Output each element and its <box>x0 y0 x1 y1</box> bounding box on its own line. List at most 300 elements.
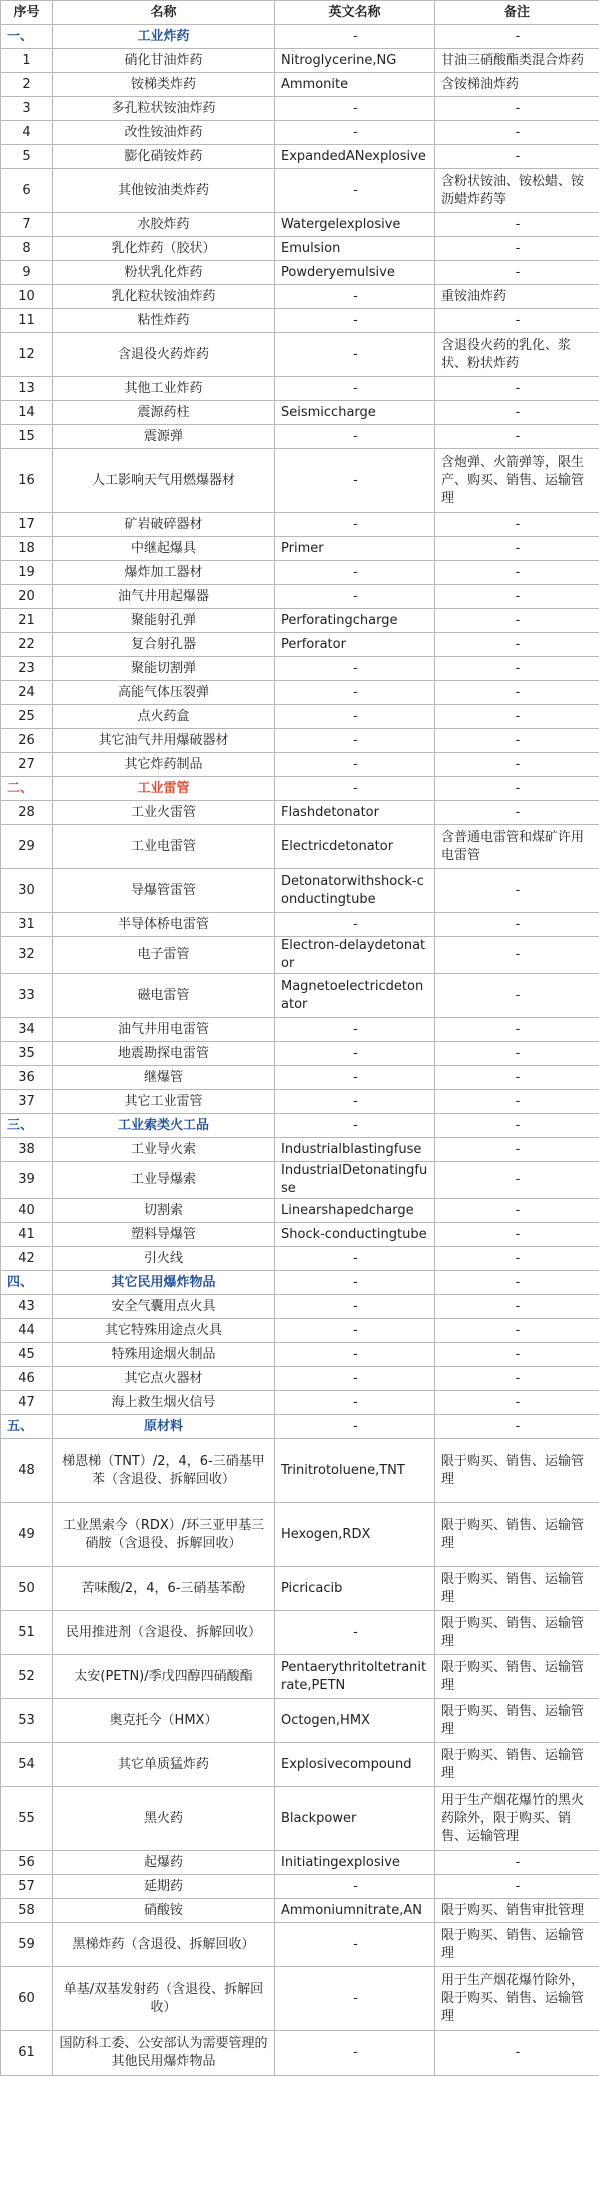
cell-name: 塑料导爆管 <box>53 1223 275 1247</box>
cell-name: 半导体桥电雷管 <box>53 913 275 937</box>
cell-remarks: 限于购买、销售审批管理 <box>435 1899 599 1923</box>
cell-name: 其他铵油类炸药 <box>53 169 275 213</box>
cell-index: 2 <box>1 73 53 97</box>
cell-english-name: Initiatingexplosive <box>275 1851 435 1875</box>
cell-name: 延期药 <box>53 1875 275 1899</box>
cell-english-name: Powderyemulsive <box>275 261 435 285</box>
table-row <box>1 1655 599 1699</box>
cell-remarks: - <box>435 1295 599 1319</box>
section-row <box>1 1415 599 1439</box>
cell-english-name: Ammonite <box>275 73 435 97</box>
section-row <box>1 1114 599 1138</box>
cell-english-name: - <box>275 169 435 213</box>
cell-english-name: - <box>275 777 435 801</box>
cell-index: 30 <box>1 869 53 913</box>
cell-remarks: - <box>435 2031 599 2076</box>
cell-name: 继爆管 <box>53 1066 275 1090</box>
cell-english-name: - <box>275 333 435 377</box>
cell-name: 工业炸药 <box>53 25 275 49</box>
cell-index: 27 <box>1 753 53 777</box>
header-english-name: 英文名称 <box>275 1 435 25</box>
table-row <box>1 537 599 561</box>
table-row <box>1 513 599 537</box>
cell-name: 电子雷管 <box>53 937 275 974</box>
cell-remarks: - <box>435 25 599 49</box>
cell-english-name: - <box>275 1066 435 1090</box>
cell-remarks: - <box>435 1199 599 1223</box>
cell-english-name: Octogen,HMX <box>275 1699 435 1743</box>
table-row <box>1 609 599 633</box>
cell-index: 11 <box>1 309 53 333</box>
cell-index: 32 <box>1 937 53 974</box>
cell-english-name: - <box>275 1343 435 1367</box>
cell-remarks: 含粉状铵油、铵松蜡、铵沥蜡炸药等 <box>435 169 599 213</box>
cell-english-name: Watergelexplosive <box>275 213 435 237</box>
cell-english-name: Picricacib <box>275 1567 435 1611</box>
cell-remarks: - <box>435 609 599 633</box>
cell-index: 37 <box>1 1090 53 1114</box>
cell-remarks: - <box>435 913 599 937</box>
cell-english-name: - <box>275 1415 435 1439</box>
cell-remarks: - <box>435 633 599 657</box>
cell-english-name: - <box>275 913 435 937</box>
cell-remarks: 限于购买、销售、运输管理 <box>435 1743 599 1787</box>
cell-english-name: - <box>275 97 435 121</box>
cell-english-name: - <box>275 681 435 705</box>
cell-name: 工业索类火工品 <box>53 1114 275 1138</box>
table-row <box>1 1875 599 1899</box>
table-row <box>1 1851 599 1875</box>
cell-name: 国防科工委、公安部认为需要管理的其他民用爆炸物品 <box>53 2031 275 2076</box>
cell-english-name: - <box>275 513 435 537</box>
cell-name: 黑梯炸药（含退役、拆解回收） <box>53 1923 275 1967</box>
cell-name: 其他工业炸药 <box>53 377 275 401</box>
table-row <box>1 49 599 73</box>
cell-remarks: 限于购买、销售、运输管理 <box>435 1439 599 1503</box>
cell-index: 16 <box>1 449 53 513</box>
table-row <box>1 1899 599 1923</box>
cell-name: 铵梯类炸药 <box>53 73 275 97</box>
table-body <box>1 25 599 2076</box>
table-row <box>1 1138 599 1162</box>
cell-name: 切割索 <box>53 1199 275 1223</box>
section-row <box>1 777 599 801</box>
cell-english-name: - <box>275 1875 435 1899</box>
table-row <box>1 2031 599 2076</box>
cell-index: 五、 <box>1 1415 53 1439</box>
cell-name: 硝化甘油炸药 <box>53 49 275 73</box>
cell-english-name: - <box>275 753 435 777</box>
table-row <box>1 1295 599 1319</box>
cell-english-name: Pentaerythritoltetranitrate,PETN <box>275 1655 435 1699</box>
table-row <box>1 261 599 285</box>
table-row <box>1 1699 599 1743</box>
table-row <box>1 333 599 377</box>
cell-index: 20 <box>1 585 53 609</box>
cell-index: 42 <box>1 1247 53 1271</box>
table-row <box>1 1967 599 2031</box>
cell-name: 震源弹 <box>53 425 275 449</box>
table-row <box>1 913 599 937</box>
table-row <box>1 1343 599 1367</box>
cell-name: 爆炸加工器材 <box>53 561 275 585</box>
table-row <box>1 825 599 869</box>
cell-name: 安全气囊用点火具 <box>53 1295 275 1319</box>
cell-index: 8 <box>1 237 53 261</box>
cell-name: 苦味酸/2，4，6-三硝基苯酚 <box>53 1567 275 1611</box>
cell-name: 硝酸铵 <box>53 1899 275 1923</box>
cell-remarks: 限于购买、销售、运输管理 <box>435 1655 599 1699</box>
cell-index: 25 <box>1 705 53 729</box>
cell-remarks: - <box>435 537 599 561</box>
table-header-row <box>1 1 599 25</box>
cell-remarks: - <box>435 1415 599 1439</box>
cell-english-name: Trinitrotoluene,TNT <box>275 1439 435 1503</box>
cell-remarks: - <box>435 937 599 974</box>
table-row <box>1 561 599 585</box>
cell-name: 含退役火药炸药 <box>53 333 275 377</box>
cell-name: 水胶炸药 <box>53 213 275 237</box>
section-row <box>1 25 599 49</box>
table-row <box>1 1743 599 1787</box>
cell-name: 其它点火器材 <box>53 1367 275 1391</box>
cell-remarks: - <box>435 777 599 801</box>
cell-name: 矿岩破碎器材 <box>53 513 275 537</box>
cell-english-name: ExpandedANexplosive <box>275 145 435 169</box>
cell-name: 起爆药 <box>53 1851 275 1875</box>
table-row <box>1 1439 599 1503</box>
cell-index: 四、 <box>1 1271 53 1295</box>
cell-remarks: - <box>435 1018 599 1042</box>
cell-remarks: - <box>435 681 599 705</box>
cell-index: 33 <box>1 974 53 1018</box>
table-row <box>1 937 599 974</box>
cell-remarks: - <box>435 1319 599 1343</box>
cell-name: 高能气体压裂弹 <box>53 681 275 705</box>
table-row <box>1 309 599 333</box>
cell-index: 39 <box>1 1162 53 1199</box>
table-row <box>1 633 599 657</box>
cell-index: 51 <box>1 1611 53 1655</box>
cell-index: 31 <box>1 913 53 937</box>
cell-name: 油气井用电雷管 <box>53 1018 275 1042</box>
cell-name: 奥克托今（HMX） <box>53 1699 275 1743</box>
table-row <box>1 974 599 1018</box>
cell-english-name: - <box>275 2031 435 2076</box>
table-row <box>1 1367 599 1391</box>
cell-name: 梯恩梯（TNT）/2，4，6-三硝基甲苯（含退役、拆解回收） <box>53 1439 275 1503</box>
cell-index: 10 <box>1 285 53 309</box>
cell-english-name: - <box>275 285 435 309</box>
cell-index: 56 <box>1 1851 53 1875</box>
cell-name: 油气井用起爆器 <box>53 585 275 609</box>
cell-remarks: - <box>435 974 599 1018</box>
cell-english-name: Perforatingcharge <box>275 609 435 633</box>
section-row <box>1 1271 599 1295</box>
table-row <box>1 121 599 145</box>
cell-english-name: Electron-delaydetonator <box>275 937 435 974</box>
cell-name: 导爆管雷管 <box>53 869 275 913</box>
cell-index: 35 <box>1 1042 53 1066</box>
cell-english-name: - <box>275 1967 435 2031</box>
table-row <box>1 705 599 729</box>
table-row <box>1 97 599 121</box>
cell-english-name: Nitroglycerine,NG <box>275 49 435 73</box>
table-row <box>1 1319 599 1343</box>
cell-remarks: - <box>435 1138 599 1162</box>
cell-english-name: - <box>275 1114 435 1138</box>
cell-name: 工业导爆索 <box>53 1162 275 1199</box>
cell-english-name: Emulsion <box>275 237 435 261</box>
cell-english-name: - <box>275 1319 435 1343</box>
cell-english-name: - <box>275 1018 435 1042</box>
table-row <box>1 377 599 401</box>
cell-english-name: Magnetoelectricdetonator <box>275 974 435 1018</box>
cell-index: 17 <box>1 513 53 537</box>
cell-index: 60 <box>1 1967 53 2031</box>
cell-remarks: - <box>435 1271 599 1295</box>
cell-index: 36 <box>1 1066 53 1090</box>
cell-remarks: 含炮弹、火箭弹等，限生产、购买、销售、运输管理 <box>435 449 599 513</box>
cell-remarks: - <box>435 1343 599 1367</box>
table-row <box>1 449 599 513</box>
cell-index: 40 <box>1 1199 53 1223</box>
cell-name: 其它炸药制品 <box>53 753 275 777</box>
cell-index: 29 <box>1 825 53 869</box>
cell-index: 58 <box>1 1899 53 1923</box>
table-row <box>1 401 599 425</box>
table-row <box>1 1923 599 1967</box>
cell-remarks: 甘油三硝酸酯类混合炸药 <box>435 49 599 73</box>
cell-name: 多孔粒状铵油炸药 <box>53 97 275 121</box>
cell-english-name: - <box>275 377 435 401</box>
cell-name: 民用推进剂（含退役、拆解回收） <box>53 1611 275 1655</box>
cell-index: 61 <box>1 2031 53 2076</box>
cell-index: 二、 <box>1 777 53 801</box>
cell-name: 单基/双基发射药（含退役、拆解回收） <box>53 1967 275 2031</box>
cell-name: 其它油气井用爆破器材 <box>53 729 275 753</box>
cell-remarks: - <box>435 1066 599 1090</box>
cell-remarks: 用于生产烟花爆竹除外，限于购买、销售、运输管理 <box>435 1967 599 2031</box>
cell-english-name: Blackpower <box>275 1787 435 1851</box>
cell-remarks: 限于购买、销售、运输管理 <box>435 1699 599 1743</box>
cell-english-name: - <box>275 309 435 333</box>
table-row <box>1 753 599 777</box>
cell-remarks: 限于购买、销售、运输管理 <box>435 1611 599 1655</box>
header-name: 名称 <box>53 1 275 25</box>
table-row <box>1 285 599 309</box>
cell-remarks: - <box>435 561 599 585</box>
cell-name: 粘性炸药 <box>53 309 275 333</box>
cell-remarks: - <box>435 145 599 169</box>
cell-remarks: - <box>435 801 599 825</box>
cell-index: 5 <box>1 145 53 169</box>
table-row <box>1 1391 599 1415</box>
cell-english-name: - <box>275 561 435 585</box>
table-row <box>1 681 599 705</box>
cell-name: 工业导火索 <box>53 1138 275 1162</box>
cell-index: 19 <box>1 561 53 585</box>
cell-name: 复合射孔器 <box>53 633 275 657</box>
cell-index: 6 <box>1 169 53 213</box>
cell-english-name: Shock-conductingtube <box>275 1223 435 1247</box>
cell-index: 53 <box>1 1699 53 1743</box>
header-index: 序号 <box>1 1 53 25</box>
cell-remarks: - <box>435 425 599 449</box>
cell-english-name: Flashdetonator <box>275 801 435 825</box>
cell-english-name: - <box>275 1042 435 1066</box>
cell-name: 其它民用爆炸物品 <box>53 1271 275 1295</box>
cell-index: 9 <box>1 261 53 285</box>
cell-remarks: - <box>435 97 599 121</box>
table-row <box>1 1247 599 1271</box>
cell-remarks: - <box>435 585 599 609</box>
cell-index: 3 <box>1 97 53 121</box>
cell-index: 59 <box>1 1923 53 1967</box>
cell-english-name: Perforator <box>275 633 435 657</box>
cell-remarks: - <box>435 1875 599 1899</box>
cell-name: 震源药柱 <box>53 401 275 425</box>
cell-remarks: 限于购买、销售、运输管理 <box>435 1567 599 1611</box>
cell-remarks: 重铵油炸药 <box>435 285 599 309</box>
cell-remarks: - <box>435 121 599 145</box>
cell-index: 18 <box>1 537 53 561</box>
cell-index: 50 <box>1 1567 53 1611</box>
cell-remarks: - <box>435 1162 599 1199</box>
cell-index: 38 <box>1 1138 53 1162</box>
cell-index: 47 <box>1 1391 53 1415</box>
table-row <box>1 1162 599 1199</box>
table-row <box>1 1090 599 1114</box>
table-row <box>1 425 599 449</box>
cell-english-name: - <box>275 1295 435 1319</box>
cell-remarks: 含铵梯油炸药 <box>435 73 599 97</box>
cell-name: 其它特殊用途点火具 <box>53 1319 275 1343</box>
cell-english-name: - <box>275 657 435 681</box>
table-row <box>1 729 599 753</box>
cell-english-name: Linearshapedcharge <box>275 1199 435 1223</box>
cell-name: 改性铵油炸药 <box>53 121 275 145</box>
table-row <box>1 585 599 609</box>
cell-english-name: Hexogen,RDX <box>275 1503 435 1567</box>
cell-name: 膨化硝铵炸药 <box>53 145 275 169</box>
table-row <box>1 1066 599 1090</box>
table-row <box>1 213 599 237</box>
table-row <box>1 73 599 97</box>
cell-name: 聚能切割弹 <box>53 657 275 681</box>
cell-english-name: Industrialblastingfuse <box>275 1138 435 1162</box>
cell-index: 13 <box>1 377 53 401</box>
cell-remarks: - <box>435 1090 599 1114</box>
cell-remarks: - <box>435 869 599 913</box>
cell-name: 中继起爆具 <box>53 537 275 561</box>
cell-english-name: Electricdetonator <box>275 825 435 869</box>
cell-name: 引火线 <box>53 1247 275 1271</box>
cell-remarks: - <box>435 1851 599 1875</box>
cell-english-name: Seismiccharge <box>275 401 435 425</box>
cell-index: 21 <box>1 609 53 633</box>
cell-english-name: - <box>275 1611 435 1655</box>
table-row <box>1 1018 599 1042</box>
cell-index: 41 <box>1 1223 53 1247</box>
cell-index: 54 <box>1 1743 53 1787</box>
cell-index: 34 <box>1 1018 53 1042</box>
cell-index: 57 <box>1 1875 53 1899</box>
cell-remarks: - <box>435 729 599 753</box>
cell-name: 磁电雷管 <box>53 974 275 1018</box>
cell-english-name: - <box>275 1367 435 1391</box>
header-remarks: 备注 <box>435 1 599 25</box>
cell-remarks: - <box>435 377 599 401</box>
cell-english-name: Primer <box>275 537 435 561</box>
cell-remarks: - <box>435 513 599 537</box>
cell-remarks: - <box>435 1114 599 1138</box>
cell-english-name: - <box>275 1391 435 1415</box>
cell-remarks: - <box>435 237 599 261</box>
cell-index: 三、 <box>1 1114 53 1138</box>
table-row <box>1 1567 599 1611</box>
cell-english-name: - <box>275 585 435 609</box>
cell-english-name: IndustrialDetonatingfuse <box>275 1162 435 1199</box>
cell-name: 工业火雷管 <box>53 801 275 825</box>
table-row <box>1 1223 599 1247</box>
cell-english-name: - <box>275 1271 435 1295</box>
cell-index: 14 <box>1 401 53 425</box>
cell-remarks: 含退役火药的乳化、浆状、粉状炸药 <box>435 333 599 377</box>
cell-remarks: - <box>435 213 599 237</box>
cell-english-name: - <box>275 121 435 145</box>
cell-name: 原材料 <box>53 1415 275 1439</box>
cell-english-name: - <box>275 425 435 449</box>
cell-index: 1 <box>1 49 53 73</box>
cell-remarks: - <box>435 657 599 681</box>
cell-name: 聚能射孔弹 <box>53 609 275 633</box>
cell-english-name: - <box>275 449 435 513</box>
cell-index: 22 <box>1 633 53 657</box>
cell-name: 工业黑索今（RDX）/环三亚甲基三硝胺（含退役、拆解回收） <box>53 1503 275 1567</box>
cell-index: 28 <box>1 801 53 825</box>
cell-remarks: - <box>435 753 599 777</box>
cell-remarks: - <box>435 309 599 333</box>
cell-name: 黑火药 <box>53 1787 275 1851</box>
cell-remarks: - <box>435 261 599 285</box>
cell-name: 乳化粒状铵油炸药 <box>53 285 275 309</box>
table-row <box>1 869 599 913</box>
cell-index: 43 <box>1 1295 53 1319</box>
cell-name: 太安(PETN)/季戊四醇四硝酸酯 <box>53 1655 275 1699</box>
cell-remarks: 限于购买、销售、运输管理 <box>435 1503 599 1567</box>
cell-name: 地震勘探电雷管 <box>53 1042 275 1066</box>
table-row <box>1 1787 599 1851</box>
cell-index: 15 <box>1 425 53 449</box>
cell-index: 4 <box>1 121 53 145</box>
cell-remarks: - <box>435 1042 599 1066</box>
cell-index: 52 <box>1 1655 53 1699</box>
table-row <box>1 1199 599 1223</box>
cell-index: 49 <box>1 1503 53 1567</box>
cell-remarks: - <box>435 705 599 729</box>
table-row <box>1 169 599 213</box>
cell-name: 海上救生烟火信号 <box>53 1391 275 1415</box>
cell-name: 工业电雷管 <box>53 825 275 869</box>
cell-index: 7 <box>1 213 53 237</box>
cell-name: 其它工业雷管 <box>53 1090 275 1114</box>
cell-name: 人工影响天气用燃爆器材 <box>53 449 275 513</box>
cell-remarks: - <box>435 1247 599 1271</box>
cell-name: 工业雷管 <box>53 777 275 801</box>
table-row <box>1 801 599 825</box>
cell-name: 粉状乳化炸药 <box>53 261 275 285</box>
